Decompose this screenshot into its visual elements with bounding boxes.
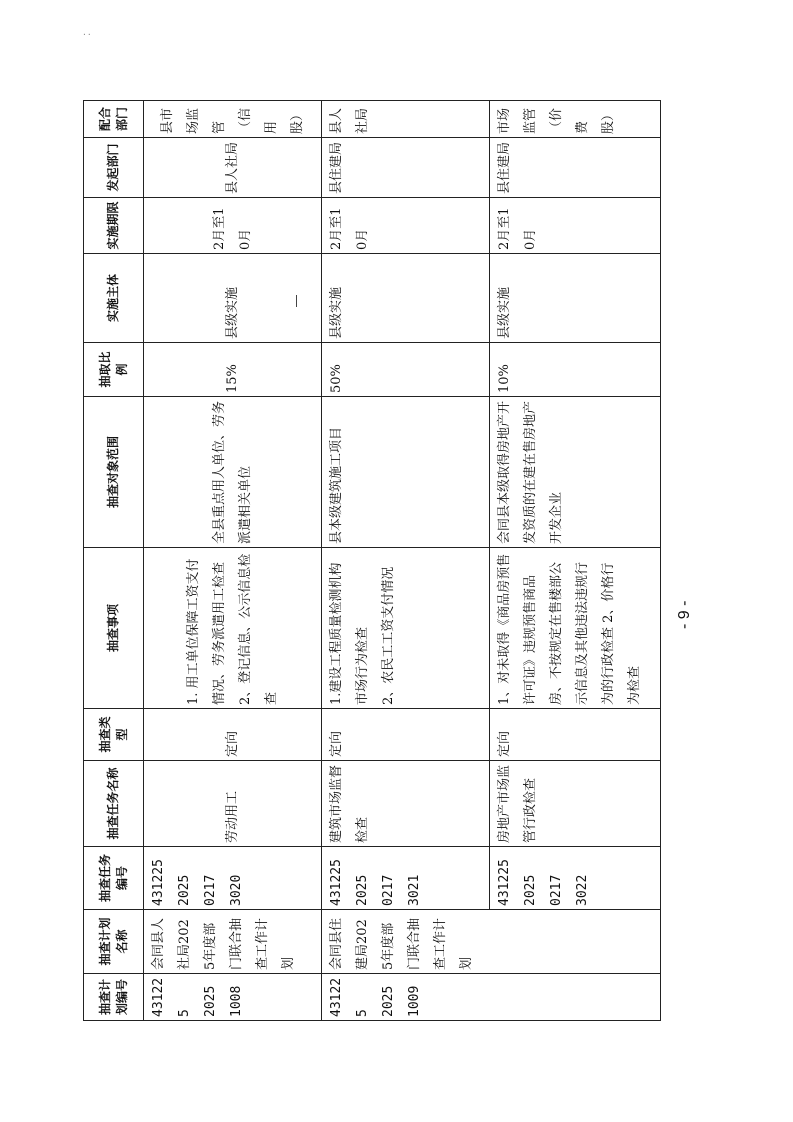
cell-initiator: 县住建局 [322, 138, 490, 198]
header-plan-id: 抽查计划编号 [84, 974, 144, 1021]
cell-period: 2月至10月 [322, 198, 490, 254]
cell-plan-name: 会同县住建局2025年度部门联合抽查工作计划 [322, 910, 661, 974]
cell-task-id: 431225 2025 0217 3021 [322, 847, 490, 910]
table-row [322, 101, 490, 1021]
page-number: - 9 - [676, 600, 693, 630]
cell-cooperator: 市场监管（价费股） [490, 101, 661, 138]
cell-type: 定向 [490, 709, 661, 761]
cell-initiator: 县人社局 [144, 138, 322, 198]
cell-plan-name: 会同县人社局2025年度部门联合抽查工作计划 [144, 910, 322, 974]
header-plan-name: 抽查计划名称 [84, 910, 144, 974]
header-items: 抽查事项 [84, 548, 144, 709]
cell-plan-id: 431225 2025 1009 [322, 974, 661, 1021]
cell-period: 2月至10月 [490, 198, 661, 254]
cell-items: 1.建设工程质量检测机构市场行为检查 2、农民工工资支付情况 [322, 548, 490, 709]
cell-scope: 会同县本级取得房地产开发资质的在建在售房地产开发企业 [490, 397, 661, 548]
cell-cooperator: 县人社局 [322, 101, 490, 138]
cell-task-name: 房地产市场监管行政检查 [490, 761, 661, 847]
cell-implementer: 县级实施 [322, 254, 490, 343]
header-type: 抽查类型 [84, 709, 144, 761]
inspection-plan-table [83, 100, 661, 1021]
cell-scope: 全县重点用人单位、劳务派遣相关单位 [144, 397, 322, 548]
cell-initiator: 县住建局 [490, 138, 661, 198]
header-implementer: 实施主体 [84, 254, 144, 343]
header-scope: 抽查对象范围 [84, 397, 144, 548]
cell-items: 1. 用工单位保障工资支付情况、劳务派遣用工检查 2、登记信息、公示信息检查 [144, 548, 322, 709]
cell-type: 定向 [144, 709, 322, 761]
cell-plan-id: 431225 2025 1008 [144, 974, 322, 1021]
header-cooperator: 配合部门 [84, 101, 144, 138]
table-row [490, 101, 661, 1021]
cell-ratio: 15% [144, 343, 322, 397]
cell-ratio: 10% [490, 343, 661, 397]
cell-scope: 县本级建筑施工项目 [322, 397, 490, 548]
table-header-row [84, 101, 144, 1021]
cell-items: 1、对未取得《商品房预售许可证》违规预售商品房、不按规定在售楼部公示信息及其他违法违规行为的行政检查 2、价格行为检查 [490, 548, 661, 709]
cell-task-name: 建筑市场监督检查 [322, 761, 490, 847]
cell-cooperator: 县市场监管（信用股） [144, 101, 322, 138]
header-task-name: 抽查任务名称 [84, 761, 144, 847]
cell-ratio: 50% [322, 343, 490, 397]
cell-implementer: 县级实施 [490, 254, 661, 343]
cell-task-id: 431225 2025 0217 3020 [144, 847, 322, 910]
cell-implementer: 县级实施 [144, 254, 322, 343]
scan-mark: ·· [82, 30, 92, 39]
cell-period: 2月至10月 [144, 198, 322, 254]
header-initiator: 发起部门 [84, 138, 144, 198]
cell-type: 定向 [322, 709, 490, 761]
table-row [144, 101, 322, 1021]
header-ratio: 抽取比例 [84, 343, 144, 397]
rotated-table-wrapper [83, 101, 660, 1021]
header-task-id: 抽查任务编号 [84, 847, 144, 910]
cell-task-name: 劳动用工 [144, 761, 322, 847]
cell-task-id: 431225 2025 0217 3022 [490, 847, 661, 910]
header-period: 实施期限 [84, 198, 144, 254]
